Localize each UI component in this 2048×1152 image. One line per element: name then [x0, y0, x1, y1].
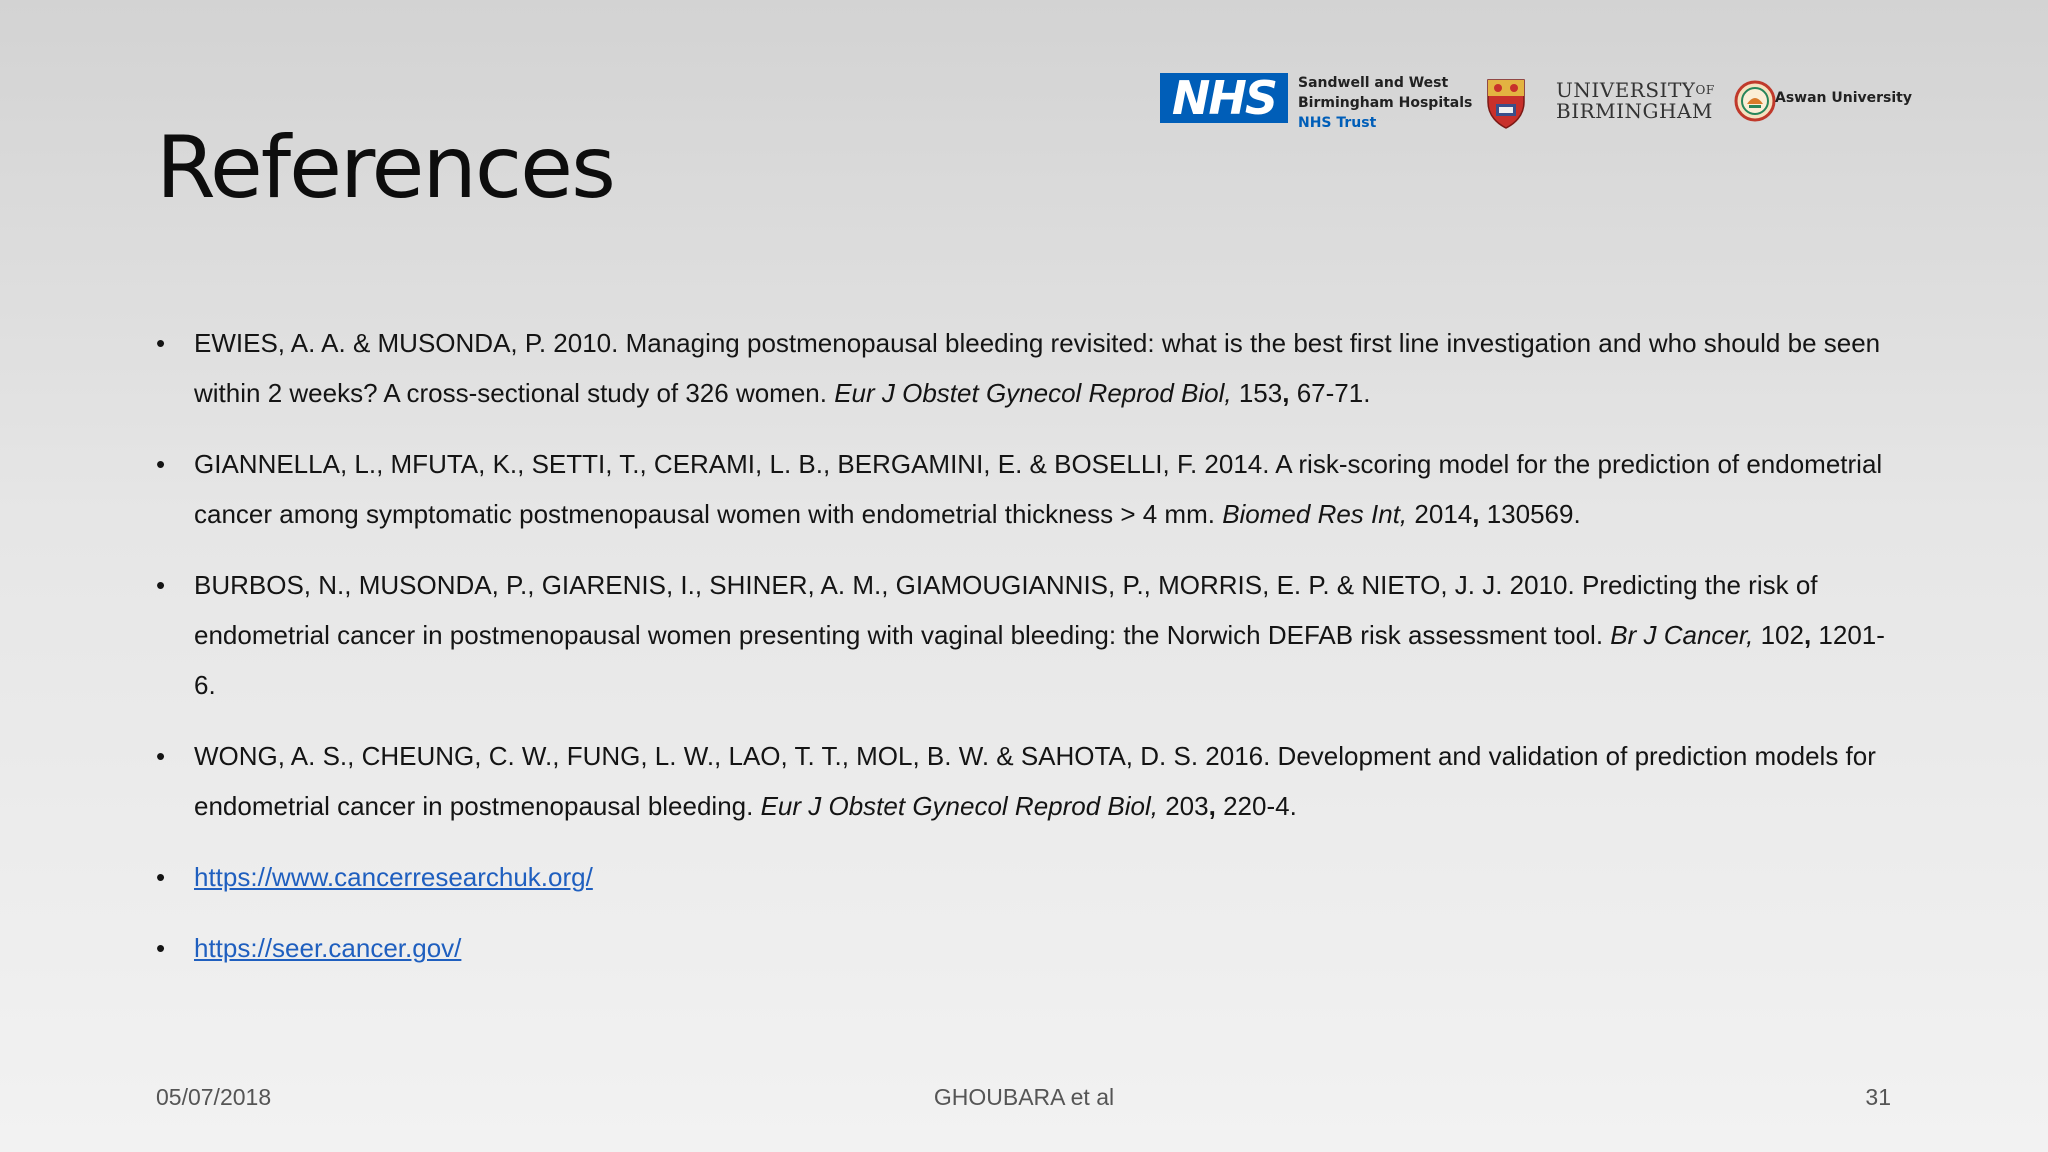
- nhs-trust-line-2: Birmingham Hospitals: [1298, 95, 1473, 111]
- bullet: •: [156, 862, 166, 892]
- bullet: •: [156, 741, 166, 771]
- bullet: •: [156, 328, 166, 358]
- reference-comma: ,: [1208, 791, 1216, 821]
- logo-bar: [1160, 70, 1912, 132]
- reference-volume: 102: [1753, 620, 1804, 650]
- bullet: •: [156, 449, 166, 479]
- reference-text: EWIES, A. A. & MUSONDA, P. 2010. Managing postmenopausal bleeding revisited: what is the best first line investigation and who should be seen within 2 weeks? A cross-sectional study of 326 women.: [194, 328, 1881, 408]
- nhs-logo-box: NHS: [1160, 73, 1288, 123]
- reference-pages: 67-71.: [1289, 378, 1371, 408]
- reference-item: [156, 923, 1896, 973]
- reference-item: [156, 318, 1896, 418]
- bullet: •: [156, 933, 166, 963]
- reference-journal: Br J Cancer,: [1610, 620, 1754, 650]
- references-list: [156, 318, 1896, 994]
- reference-item: [156, 439, 1896, 539]
- reference-text: BURBOS, N., MUSONDA, P., GIARENIS, I., SHINER, A. M., GIAMOUGIANNIS, P., MORRIS, E. P. & NIETO, J. J. 2010. Predicting the risk of endometrial cancer in postmenopausal women presenting with vaginal bleeding: the Norwich DEFAB risk assessment tool.: [194, 570, 1818, 650]
- footer-author: GHOUBARA et al: [933, 1084, 1115, 1110]
- reference-item: [156, 731, 1896, 831]
- nhs-trust-line-1: Sandwell and West: [1298, 75, 1449, 91]
- reference-comma: ,: [1282, 378, 1290, 408]
- reference-comma: ,: [1472, 499, 1480, 529]
- reference-pages: 1201-6.: [194, 620, 1885, 700]
- reference-volume: 153: [1231, 378, 1283, 408]
- reference-text: GIANNELLA, L., MFUTA, K., SETTI, T., CERAMI, L. B., BERGAMINI, E. & BOSELLI, F. 2014. A risk-scoring model for the prediction of endometrial cancer among symptomatic postmenopausal women with endometrial thickness > 4 mm.: [194, 449, 1883, 529]
- reference-comma: ,: [1803, 620, 1812, 650]
- reference-item: [156, 852, 1896, 902]
- nhs-trust-line-3: NHS Trust: [1298, 115, 1377, 131]
- uob-word-birmingham: BIRMINGHAM: [1556, 99, 1713, 123]
- reference-journal: Eur J Obstet Gynecol Reprod Biol,: [760, 791, 1158, 821]
- uob-word-university: UNIVERSITY: [1556, 78, 1696, 102]
- nhs-logo: [1160, 73, 1472, 133]
- bullet: •: [156, 570, 166, 600]
- aswan-university-name: Aswan University: [1775, 90, 1912, 106]
- slide-title: References: [156, 118, 614, 218]
- reference-journal: Eur J Obstet Gynecol Reprod Biol,: [834, 378, 1232, 408]
- reference-volume: 203: [1158, 791, 1209, 821]
- aswan-seal-icon: [1734, 80, 1776, 122]
- footer-page-number: 31: [1865, 1084, 1891, 1110]
- reference-pages: 220-4.: [1215, 791, 1297, 821]
- reference-item: [156, 560, 1896, 710]
- footer-date: 05/07/2018: [156, 1084, 272, 1110]
- reference-volume: 2014: [1407, 499, 1473, 529]
- link-seer-cancer[interactable]: https://seer.cancer.gov/: [194, 933, 462, 963]
- uob-word-of: OF: [1695, 83, 1715, 97]
- university-of-birmingham-logo: [1556, 80, 1715, 122]
- university-crest-icon: [1484, 76, 1528, 130]
- reference-journal: Biomed Res Int,: [1222, 499, 1408, 529]
- reference-text: WONG, A. S., CHEUNG, C. W., FUNG, L. W., LAO, T. T., MOL, B. W. & SAHOTA, D. S. 2016. Development and validation of prediction models for endometrial cancer in postmenopausal bleeding.: [194, 741, 1876, 821]
- nhs-trust-name: [1298, 73, 1472, 133]
- reference-pages: 130569.: [1479, 499, 1581, 529]
- link-cancer-research-uk[interactable]: https://www.cancerresearchuk.org/: [194, 862, 593, 892]
